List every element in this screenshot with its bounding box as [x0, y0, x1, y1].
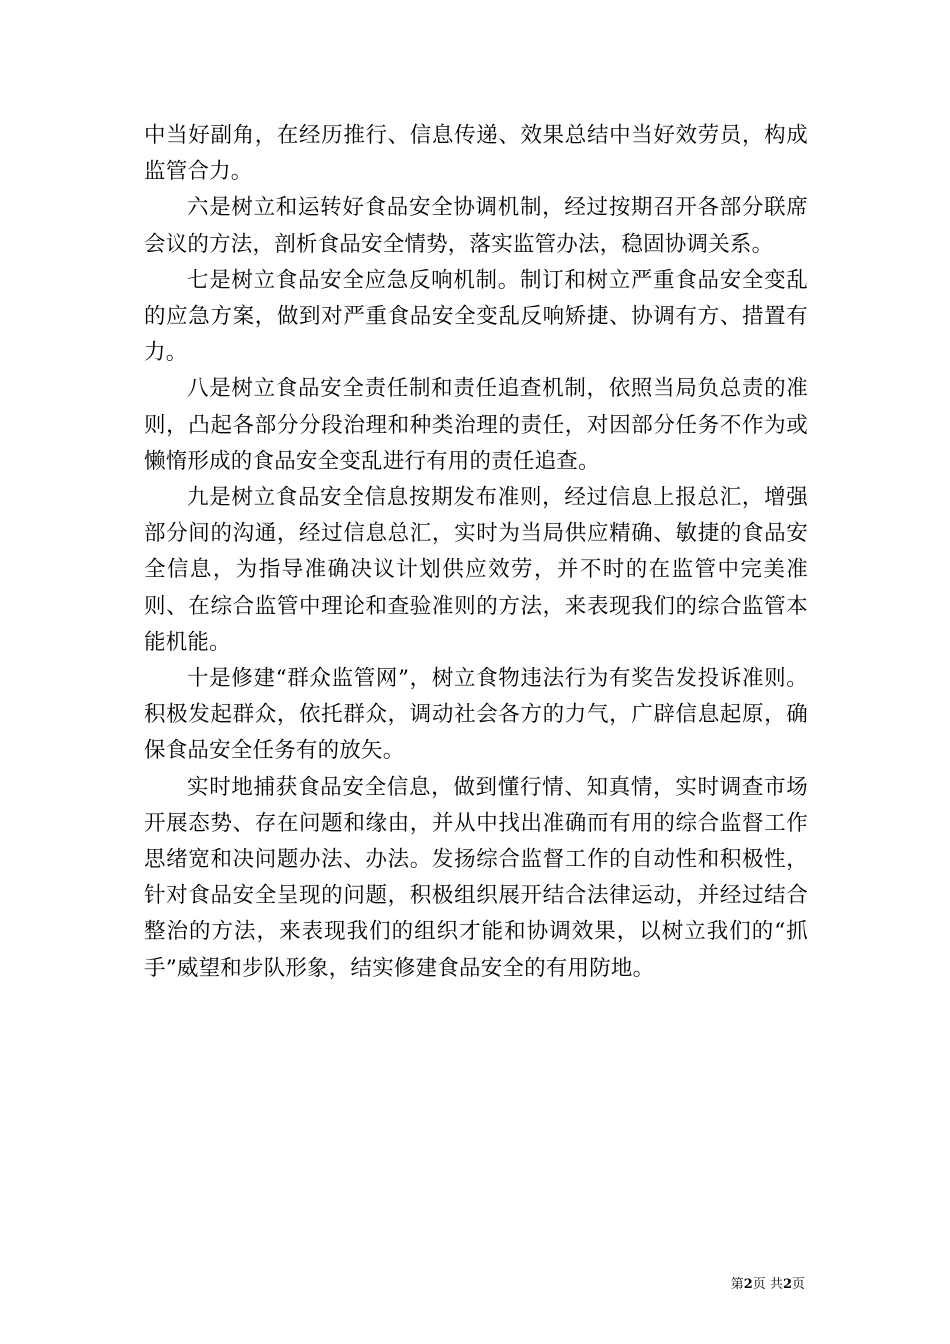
footer-suffix: 页	[791, 1277, 805, 1292]
footer-total-pages: 2	[782, 1277, 792, 1292]
paragraph-item-seven: 七是树立食品安全应急反响机制。制订和树立严重食品安全变乱的应急方案，做到对严重食品安全变乱反响矫捷、协调有方、措置有力。	[144, 267, 808, 366]
paragraph-item-ten: 十是修建“群众监管网”，树立食物违法行为有奖告发投诉准则。积极发起群众，依托群众，调动社会各方的力气，广辟信息起原，确保食品安全任务有的放矢。	[144, 666, 808, 764]
footer-middle: 页 共	[752, 1277, 783, 1292]
paragraph-continuation: 中当好副角，在经历推行、信息传递、效果总结中当好效劳员，构成监管合力。	[144, 123, 808, 185]
footer-current-page: 2	[743, 1277, 753, 1292]
footer-prefix: 第	[730, 1277, 744, 1292]
page-number-footer	[731, 1276, 805, 1294]
paragraph-item-nine: 九是树立食品安全信息按期发布准则，经过信息上报总汇，增强部分间的沟通，经过信息总汇，实时为当局供应精确、敏捷的食品安全信息，为指导准确决议计划供应效劳，并不时的在监管中完美准则、在综合监管中理论和查验准则的方法，来表现我们的综合监管本能机能。	[144, 485, 808, 655]
document-body	[144, 118, 808, 987]
paragraph-item-six: 六是树立和运转好食品安全协调机制，经过按期召开各部分联席会议的方法，剖析食品安全情势，落实监管办法，稳固协调关系。	[144, 195, 808, 257]
paragraph-item-eight: 八是树立食品安全责任制和责任追查机制，依照当局负总责的准则，凸起各部分分段治理和种类治理的责任，对因部分任务不作为或懒惰形成的食品安全变乱进行有用的责任追查。	[144, 376, 808, 474]
paragraph-conclusion: 实时地捕获食品安全信息，做到懂行情、知真情，实时调查市场开展态势、存在问题和缘由，并从中找出准确而有用的综合监督工作思绪宽和决问题办法、办法。发扬综合监督工作的自动性和积极性，针对食品安全呈现的问题，积极组织展开结合法律运动，并经过结合整治的方法，来表现我们的组织才能和协调效果，以树立我们的“抓手”威望和步队形象，结实修建食品安全的有用防地。	[144, 774, 808, 981]
